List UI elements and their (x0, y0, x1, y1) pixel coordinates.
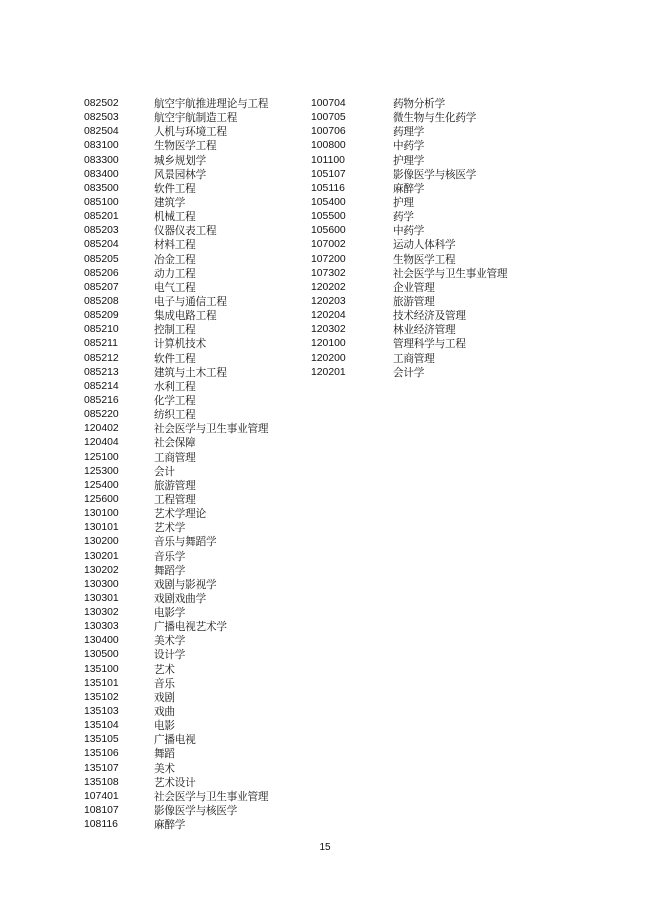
subject-name: 软件工程 (154, 182, 196, 195)
subject-name: 机械工程 (154, 211, 196, 224)
subject-name: 中药学 (393, 225, 425, 238)
subject-name: 水利工程 (154, 380, 196, 393)
subject-code: 135106 (84, 748, 119, 760)
subject-code: 100800 (311, 140, 346, 152)
subject-name: 音乐学 (154, 550, 186, 563)
subject-name: 戏剧与影视学 (154, 578, 217, 591)
subject-code: 085210 (84, 324, 119, 336)
list-item (84, 521, 268, 535)
subject-code: 120402 (84, 423, 119, 435)
list-item (84, 634, 268, 648)
subject-code: 130300 (84, 578, 119, 590)
subject-name: 城乡规划学 (154, 154, 206, 167)
subject-name: 企业管理 (393, 281, 435, 294)
subject-code: 085207 (84, 281, 119, 293)
subject-name: 计算机技术 (154, 338, 206, 351)
left-column (84, 97, 268, 832)
subject-name: 电子与通信工程 (154, 295, 227, 308)
subject-code: 105116 (311, 182, 345, 194)
subject-code: 105107 (311, 168, 346, 180)
subject-name: 运动人体科学 (393, 239, 456, 252)
subject-code: 130400 (84, 635, 119, 647)
subject-code: 125300 (84, 465, 119, 477)
subject-code: 085214 (84, 380, 119, 392)
list-item (84, 747, 268, 761)
list-item (84, 479, 268, 493)
list-item (84, 154, 268, 168)
subject-code: 130303 (84, 621, 119, 633)
subject-code: 120404 (84, 437, 119, 449)
subject-code: 135100 (84, 663, 119, 675)
list-item (84, 493, 268, 507)
subject-name: 工商管理 (393, 352, 435, 365)
subject-code: 130101 (84, 522, 119, 534)
subject-name: 会计 (154, 465, 175, 478)
subject-code: 120200 (311, 352, 346, 364)
list-item (84, 535, 268, 549)
list-item (84, 578, 268, 592)
subject-name: 艺术学理论 (154, 508, 206, 521)
subject-code: 085209 (84, 310, 119, 322)
list-item (311, 111, 507, 125)
subject-code: 107302 (311, 267, 346, 279)
list-item (84, 804, 268, 818)
list-item (84, 648, 268, 662)
subject-name: 社会医学与卫生事业管理 (393, 267, 508, 280)
subject-name: 航空宇航推进理论与工程 (154, 98, 269, 110)
subject-name: 护理学 (393, 154, 425, 167)
list-item (311, 154, 507, 168)
list-item (84, 507, 268, 521)
list-item (84, 550, 268, 564)
list-item (84, 182, 268, 196)
list-item (311, 352, 507, 366)
subject-code: 130302 (84, 607, 119, 619)
subject-code: 130301 (84, 592, 119, 604)
subject-name: 控制工程 (154, 324, 196, 337)
subject-code: 083100 (84, 140, 119, 152)
subject-code: 125400 (84, 479, 119, 491)
subject-code: 130202 (84, 564, 119, 576)
subject-code: 135108 (84, 776, 119, 788)
subject-name: 建筑学 (154, 196, 186, 209)
subject-name: 社会保障 (154, 437, 196, 450)
list-item (84, 139, 268, 153)
subject-name: 动力工程 (154, 267, 196, 280)
subject-name: 音乐 (154, 677, 175, 690)
subject-name: 中药学 (393, 140, 425, 153)
subject-code: 135102 (84, 691, 119, 703)
list-item (311, 125, 507, 139)
subject-code: 083300 (84, 154, 119, 166)
list-item (311, 337, 507, 351)
list-item (84, 125, 268, 139)
subject-name: 戏剧 (154, 691, 175, 704)
subject-code: 085208 (84, 295, 119, 307)
subject-name: 仪器仪表工程 (154, 225, 217, 238)
subject-code: 105400 (311, 196, 346, 208)
list-item (84, 97, 268, 111)
subject-code: 135103 (84, 706, 119, 718)
list-item (84, 281, 268, 295)
list-item (311, 182, 507, 196)
list-item (84, 719, 268, 733)
subject-code: 120203 (311, 295, 346, 307)
subject-name: 纺织工程 (154, 409, 196, 422)
list-item (311, 253, 507, 267)
subject-code: 130100 (84, 508, 119, 520)
list-item (84, 295, 268, 309)
list-item (311, 267, 507, 281)
subject-code: 120302 (311, 324, 346, 336)
subject-code: 085216 (84, 394, 119, 406)
subject-code: 085212 (84, 352, 119, 364)
subject-name: 艺术设计 (154, 776, 196, 789)
list-item (84, 309, 268, 323)
subject-name: 工商管理 (154, 451, 196, 464)
list-item (311, 224, 507, 238)
list-item (84, 267, 268, 281)
list-item (84, 776, 268, 790)
subject-name: 软件工程 (154, 352, 196, 365)
subject-code: 107200 (311, 253, 346, 265)
list-item (84, 733, 268, 747)
list-item (84, 606, 268, 620)
subject-code: 085206 (84, 267, 119, 279)
subject-code: 120100 (311, 338, 346, 350)
subject-code: 085205 (84, 253, 119, 265)
subject-name: 广播电视 (154, 734, 196, 747)
subject-name: 生物医学工程 (393, 253, 456, 266)
subject-code: 105500 (311, 211, 346, 223)
list-item (311, 168, 507, 182)
subject-name: 艺术学 (154, 522, 186, 535)
subject-name: 风景园林学 (154, 168, 206, 181)
subject-code: 085211 (84, 338, 118, 350)
subject-name: 人机与环境工程 (154, 126, 227, 139)
list-item (84, 366, 268, 380)
list-item (84, 253, 268, 267)
subject-name: 护理 (393, 196, 414, 209)
subject-name: 电影学 (154, 607, 186, 620)
subject-name: 广播电视艺术学 (154, 621, 227, 634)
subject-name: 影像医学与核医学 (393, 168, 477, 181)
list-item (84, 592, 268, 606)
subject-name: 药理学 (393, 126, 425, 139)
subject-code: 108107 (84, 805, 119, 817)
subject-code: 085203 (84, 225, 119, 237)
list-item (311, 210, 507, 224)
subject-name: 舞蹈学 (154, 564, 186, 577)
subject-code: 100706 (311, 126, 346, 138)
list-item (84, 818, 268, 832)
subject-name: 麻醉学 (154, 819, 186, 832)
subject-code: 120202 (311, 281, 346, 293)
subject-code: 105600 (311, 225, 346, 237)
subject-code: 130500 (84, 649, 119, 661)
subject-code: 135101 (84, 677, 119, 689)
list-item (84, 337, 268, 351)
subject-code: 083500 (84, 182, 119, 194)
subject-name: 冶金工程 (154, 253, 196, 266)
subject-code: 130201 (84, 550, 119, 562)
list-item (84, 663, 268, 677)
subject-name: 微生物与生化药学 (393, 112, 477, 125)
subject-name: 材料工程 (154, 239, 196, 252)
subject-name: 管理科学与工程 (393, 338, 466, 351)
subject-name: 电气工程 (154, 281, 196, 294)
subject-code: 120204 (311, 310, 346, 322)
subject-name: 药物分析学 (393, 98, 445, 110)
subject-name: 社会医学与卫生事业管理 (154, 423, 269, 436)
list-item (84, 691, 268, 705)
right-column (311, 97, 507, 380)
subject-name: 航空宇航制造工程 (154, 112, 238, 125)
list-item (84, 352, 268, 366)
subject-code: 101100 (311, 154, 345, 166)
subject-name: 电影 (154, 720, 175, 733)
subject-name: 集成电路工程 (154, 310, 217, 323)
subject-code: 107401 (84, 790, 119, 802)
subject-code: 100704 (311, 98, 346, 109)
list-item (311, 366, 507, 380)
subject-name: 艺术 (154, 663, 175, 676)
subject-code: 085201 (84, 211, 119, 223)
subject-name: 建筑与土木工程 (154, 366, 227, 379)
list-item (84, 224, 268, 238)
list-item (311, 323, 507, 337)
subject-name: 旅游管理 (154, 479, 196, 492)
subject-code: 083400 (84, 168, 119, 180)
list-item (84, 210, 268, 224)
subject-code: 085204 (84, 239, 119, 251)
list-item (84, 196, 268, 210)
list-item (84, 408, 268, 422)
subject-name: 戏剧戏曲学 (154, 592, 206, 605)
list-item (84, 620, 268, 634)
list-item (84, 564, 268, 578)
subject-name: 戏曲 (154, 706, 175, 719)
list-item (311, 196, 507, 210)
subject-name: 美术 (154, 762, 175, 775)
list-item (84, 451, 268, 465)
list-item (311, 139, 507, 153)
subject-name: 音乐与舞蹈学 (154, 536, 217, 549)
subject-name: 林业经济管理 (393, 324, 456, 337)
subject-code: 085213 (84, 366, 119, 378)
subject-code: 108116 (84, 819, 118, 831)
subject-code: 130200 (84, 536, 119, 548)
subject-code: 125100 (84, 451, 119, 463)
subject-name: 化学工程 (154, 394, 196, 407)
list-item (84, 465, 268, 479)
subject-code: 120201 (311, 366, 346, 378)
list-item (84, 677, 268, 691)
subject-code: 135105 (84, 734, 119, 746)
subject-code: 125600 (84, 493, 119, 505)
list-item (311, 238, 507, 252)
subject-name: 美术学 (154, 635, 186, 648)
list-item (311, 97, 507, 111)
subject-name: 影像医学与核医学 (154, 805, 238, 818)
subject-code: 085100 (84, 196, 119, 208)
list-item (311, 281, 507, 295)
subject-code: 085220 (84, 409, 119, 421)
list-item (84, 111, 268, 125)
list-item (84, 705, 268, 719)
subject-name: 舞蹈 (154, 748, 175, 761)
subject-name: 技术经济及管理 (393, 310, 466, 323)
subject-code: 100705 (311, 112, 346, 124)
list-item (84, 323, 268, 337)
subject-name: 麻醉学 (393, 182, 425, 195)
subject-name: 设计学 (154, 649, 186, 662)
subject-name: 旅游管理 (393, 295, 435, 308)
list-item (311, 295, 507, 309)
list-item (84, 394, 268, 408)
list-item (84, 380, 268, 394)
list-item (84, 762, 268, 776)
subject-code: 135104 (84, 720, 119, 732)
list-item (84, 790, 268, 804)
page-number: 15 (319, 842, 331, 853)
subject-code: 135107 (84, 762, 119, 774)
subject-name: 生物医学工程 (154, 140, 217, 153)
subject-name: 社会医学与卫生事业管理 (154, 790, 269, 803)
subject-code: 082503 (84, 112, 119, 124)
subject-code: 107002 (311, 239, 346, 251)
list-item (311, 309, 507, 323)
list-item (84, 238, 268, 252)
list-item (84, 168, 268, 182)
subject-code: 082502 (84, 98, 119, 109)
list-item (84, 436, 268, 450)
list-item (84, 422, 268, 436)
subject-name: 药学 (393, 211, 414, 224)
subject-name: 工程管理 (154, 493, 196, 506)
subject-name: 会计学 (393, 366, 425, 379)
subject-code: 082504 (84, 126, 119, 138)
